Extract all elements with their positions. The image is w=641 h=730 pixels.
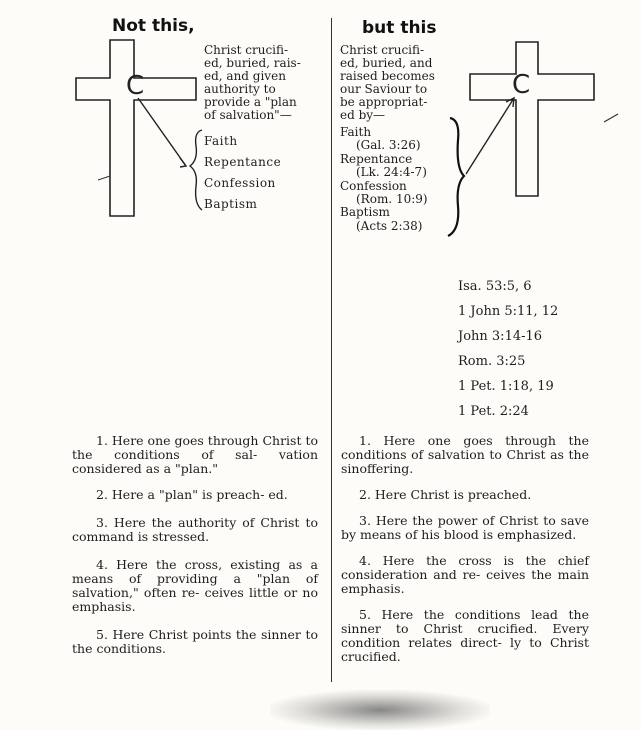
left-description-line: ed, buried, rais- bbox=[204, 56, 301, 70]
right-condition-ref: (Acts 2:38) bbox=[356, 218, 423, 233]
left-description-line: provide a "plan bbox=[204, 95, 297, 109]
right-condition-ref: (Gal. 3:26) bbox=[356, 138, 421, 153]
right-condition-ref: (Lk. 24:4-7) bbox=[356, 165, 427, 180]
right-description-line: raised becomes bbox=[340, 69, 435, 83]
left-point-4: 4. Here the cross, existing as a means of providing a "plan of salvation," often re- ceives little or no emphasis. bbox=[72, 557, 318, 614]
right-point-2: 2. Here Christ is preached. bbox=[359, 487, 532, 502]
reference-item: Rom. 3:25 bbox=[458, 354, 526, 369]
right-description bbox=[340, 44, 458, 122]
left-description-line: authority to bbox=[204, 82, 276, 96]
left-condition: Baptism bbox=[204, 197, 258, 211]
page-shadow bbox=[270, 690, 490, 730]
right-point-1: 1. Here one goes through the conditions of salvation to Christ as the sinoffering. bbox=[341, 433, 589, 476]
left-description bbox=[204, 44, 320, 122]
left-condition: Faith bbox=[204, 134, 238, 148]
right-conditions bbox=[340, 126, 460, 233]
left-description-line: Christ crucifi- bbox=[204, 43, 289, 57]
right-description-line: our Saviour to bbox=[340, 82, 428, 96]
left-cross-letter: C bbox=[126, 71, 145, 101]
right-description-line: ed, buried, and bbox=[340, 56, 433, 70]
right-point-3: 3. Here the power of Christ to save by means of his blood is emphasized. bbox=[341, 513, 589, 542]
right-condition-name: Repentance bbox=[340, 151, 413, 166]
heading-but-this: but this bbox=[362, 18, 437, 38]
left-point-5: 5. Here Christ points the sinner to the conditions. bbox=[72, 627, 318, 656]
right-description-line: Christ crucifi- bbox=[340, 43, 425, 57]
reference-item: 1 Pet. 1:18, 19 bbox=[458, 379, 554, 394]
right-condition-ref: (Rom. 10:9) bbox=[356, 192, 428, 207]
reference-item: Isa. 53:5, 6 bbox=[458, 279, 532, 294]
heading-not-this: Not this, bbox=[112, 16, 195, 36]
left-conditions bbox=[204, 131, 281, 215]
diagram-arrows bbox=[0, 0, 641, 260]
left-condition: Repentance bbox=[204, 155, 282, 169]
left-description-line: ed, and given bbox=[204, 69, 286, 83]
left-points bbox=[72, 434, 318, 656]
reference-item: 1 John 5:11, 12 bbox=[458, 304, 559, 319]
right-points bbox=[341, 434, 589, 664]
scripture-references bbox=[458, 274, 598, 424]
left-condition: Confession bbox=[204, 176, 276, 190]
left-point-3: 3. Here the authority of Christ to command is stressed. bbox=[72, 515, 318, 544]
left-point-2: 2. Here a "plan" is preach- ed. bbox=[96, 487, 288, 502]
right-condition-name: Faith bbox=[340, 125, 372, 139]
right-point-5: 5. Here the conditions lead the sinner to Christ crucified. Every condition relates direct- ly to Christ crucified. bbox=[341, 607, 589, 664]
right-description-line: be appropriat- bbox=[340, 95, 428, 109]
right-description-line: ed by— bbox=[340, 108, 386, 122]
right-condition-name: Baptism bbox=[340, 205, 390, 220]
reference-item: John 3:14-16 bbox=[458, 329, 543, 344]
right-condition-name: Confession bbox=[340, 178, 407, 193]
right-point-4: 4. Here the cross is the chief consideration and re- ceives the main emphasis. bbox=[341, 553, 589, 596]
left-point-1: 1. Here one goes through Christ to the conditions of sal- vation considered as a "plan." bbox=[72, 433, 319, 476]
reference-item: 1 Pet. 2:24 bbox=[458, 404, 529, 419]
right-cross-letter: C bbox=[512, 70, 531, 100]
left-description-line: of salvation"— bbox=[204, 108, 292, 122]
